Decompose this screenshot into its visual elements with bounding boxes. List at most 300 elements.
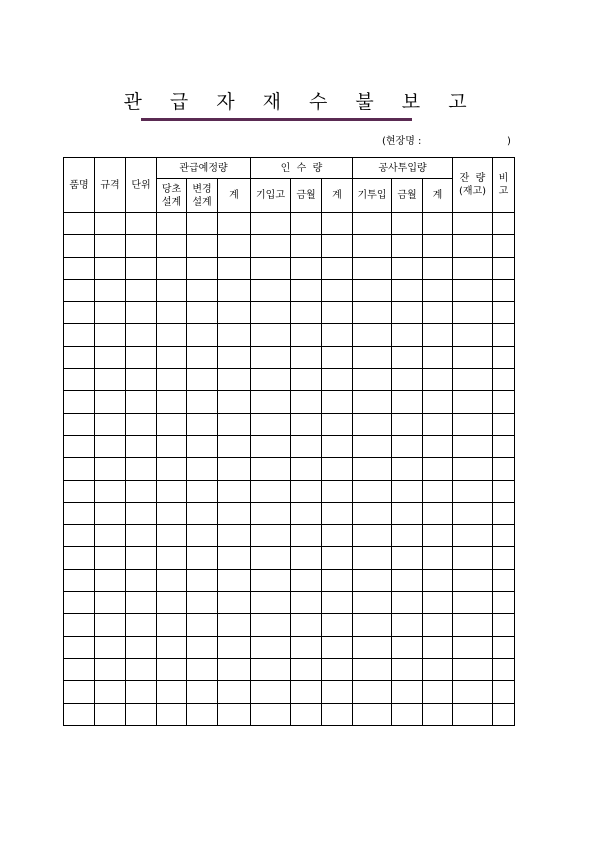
table-cell[interactable] [291,658,322,680]
table-cell[interactable] [353,658,392,680]
table-cell[interactable] [126,257,157,279]
table-cell[interactable] [493,525,515,547]
table-cell[interactable] [157,458,187,480]
table-cell[interactable] [126,279,157,301]
table-cell[interactable] [126,458,157,480]
table-cell[interactable] [157,213,187,235]
table-cell[interactable] [353,413,392,435]
table-cell[interactable] [353,391,392,413]
table-cell[interactable] [251,569,291,591]
table-cell[interactable] [453,480,493,502]
table-cell[interactable] [95,257,126,279]
table-cell[interactable] [291,279,322,301]
table-cell[interactable] [64,458,95,480]
table-cell[interactable] [251,435,291,457]
table-cell[interactable] [157,502,187,524]
table-cell[interactable] [126,525,157,547]
table-cell[interactable] [453,324,493,346]
table-cell[interactable] [493,636,515,658]
table-cell[interactable] [423,391,453,413]
table-cell[interactable] [453,346,493,368]
table-cell[interactable] [392,681,423,703]
table-cell[interactable] [453,302,493,324]
table-cell[interactable] [291,592,322,614]
table-cell[interactable] [126,502,157,524]
table-cell[interactable] [291,703,322,725]
table-cell[interactable] [392,391,423,413]
table-cell[interactable] [353,458,392,480]
table-cell[interactable] [392,413,423,435]
table-cell[interactable] [187,213,218,235]
table-cell[interactable] [493,547,515,569]
table-cell[interactable] [493,592,515,614]
table-cell[interactable] [453,458,493,480]
table-cell[interactable] [126,480,157,502]
table-cell[interactable] [353,681,392,703]
table-cell[interactable] [95,413,126,435]
table-cell[interactable] [95,391,126,413]
table-cell[interactable] [392,346,423,368]
table-cell[interactable] [453,502,493,524]
table-cell[interactable] [353,480,392,502]
table-cell[interactable] [218,324,251,346]
table-cell[interactable] [392,480,423,502]
table-cell[interactable] [126,658,157,680]
table-cell[interactable] [251,458,291,480]
table-cell[interactable] [423,480,453,502]
table-cell[interactable] [453,213,493,235]
table-cell[interactable] [64,235,95,257]
table-cell[interactable] [392,636,423,658]
table-cell[interactable] [64,480,95,502]
table-cell[interactable] [157,279,187,301]
table-cell[interactable] [64,614,95,636]
table-cell[interactable] [453,413,493,435]
table-cell[interactable] [187,391,218,413]
table-cell[interactable] [291,324,322,346]
table-cell[interactable] [251,547,291,569]
table-cell[interactable] [423,346,453,368]
table-cell[interactable] [453,703,493,725]
table-cell[interactable] [322,681,353,703]
table-cell[interactable] [95,547,126,569]
table-cell[interactable] [64,658,95,680]
table-cell[interactable] [322,346,353,368]
table-cell[interactable] [423,324,453,346]
table-cell[interactable] [493,346,515,368]
table-cell[interactable] [322,614,353,636]
table-cell[interactable] [453,614,493,636]
table-cell[interactable] [392,614,423,636]
table-cell[interactable] [291,235,322,257]
table-cell[interactable] [493,703,515,725]
table-cell[interactable] [423,547,453,569]
table-cell[interactable] [218,391,251,413]
table-cell[interactable] [493,391,515,413]
table-cell[interactable] [353,502,392,524]
table-cell[interactable] [64,569,95,591]
table-cell[interactable] [157,413,187,435]
table-cell[interactable] [493,257,515,279]
table-cell[interactable] [322,658,353,680]
table-cell[interactable] [126,592,157,614]
table-cell[interactable] [157,547,187,569]
table-cell[interactable] [322,592,353,614]
table-cell[interactable] [95,279,126,301]
table-cell[interactable] [251,324,291,346]
table-cell[interactable] [322,502,353,524]
table-cell[interactable] [64,302,95,324]
table-cell[interactable] [322,458,353,480]
table-cell[interactable] [187,257,218,279]
table-cell[interactable] [251,235,291,257]
table-cell[interactable] [353,257,392,279]
table-cell[interactable] [322,413,353,435]
table-cell[interactable] [64,525,95,547]
table-cell[interactable] [251,703,291,725]
table-cell[interactable] [126,547,157,569]
table-cell[interactable] [291,435,322,457]
table-cell[interactable] [157,346,187,368]
table-cell[interactable] [95,324,126,346]
table-cell[interactable] [453,369,493,391]
table-cell[interactable] [392,213,423,235]
table-cell[interactable] [423,681,453,703]
table-cell[interactable] [157,703,187,725]
table-cell[interactable] [187,235,218,257]
table-cell[interactable] [64,502,95,524]
table-cell[interactable] [95,502,126,524]
table-cell[interactable] [392,502,423,524]
table-cell[interactable] [218,569,251,591]
table-cell[interactable] [353,636,392,658]
table-cell[interactable] [392,257,423,279]
table-cell[interactable] [95,592,126,614]
table-cell[interactable] [291,257,322,279]
table-cell[interactable] [291,525,322,547]
table-cell[interactable] [353,592,392,614]
table-cell[interactable] [392,658,423,680]
table-cell[interactable] [218,614,251,636]
table-cell[interactable] [493,369,515,391]
table-cell[interactable] [423,658,453,680]
table-cell[interactable] [95,302,126,324]
table-cell[interactable] [95,235,126,257]
table-cell[interactable] [126,235,157,257]
table-cell[interactable] [218,369,251,391]
table-cell[interactable] [493,502,515,524]
table-cell[interactable] [126,636,157,658]
table-cell[interactable] [353,614,392,636]
table-cell[interactable] [157,681,187,703]
table-cell[interactable] [251,480,291,502]
table-cell[interactable] [423,592,453,614]
table-cell[interactable] [353,213,392,235]
table-cell[interactable] [423,569,453,591]
table-cell[interactable] [322,636,353,658]
table-cell[interactable] [423,279,453,301]
table-cell[interactable] [423,525,453,547]
table-cell[interactable] [392,547,423,569]
table-cell[interactable] [353,346,392,368]
table-cell[interactable] [126,391,157,413]
table-cell[interactable] [218,681,251,703]
table-cell[interactable] [251,592,291,614]
table-cell[interactable] [251,525,291,547]
table-cell[interactable] [453,257,493,279]
table-cell[interactable] [322,525,353,547]
table-cell[interactable] [157,569,187,591]
table-cell[interactable] [218,636,251,658]
table-cell[interactable] [187,703,218,725]
table-cell[interactable] [353,435,392,457]
table-cell[interactable] [291,547,322,569]
table-cell[interactable] [423,435,453,457]
table-cell[interactable] [157,302,187,324]
table-cell[interactable] [251,369,291,391]
table-cell[interactable] [187,592,218,614]
table-cell[interactable] [251,302,291,324]
table-cell[interactable] [218,279,251,301]
table-cell[interactable] [218,257,251,279]
table-cell[interactable] [322,324,353,346]
table-cell[interactable] [218,703,251,725]
table-cell[interactable] [157,480,187,502]
table-cell[interactable] [322,235,353,257]
table-cell[interactable] [157,435,187,457]
table-cell[interactable] [453,592,493,614]
table-cell[interactable] [291,502,322,524]
table-cell[interactable] [126,569,157,591]
table-cell[interactable] [126,213,157,235]
table-cell[interactable] [392,592,423,614]
table-cell[interactable] [493,569,515,591]
table-cell[interactable] [353,569,392,591]
table-cell[interactable] [187,480,218,502]
table-cell[interactable] [218,302,251,324]
table-cell[interactable] [218,235,251,257]
table-cell[interactable] [187,547,218,569]
table-cell[interactable] [423,413,453,435]
table-cell[interactable] [95,480,126,502]
table-cell[interactable] [291,480,322,502]
table-cell[interactable] [353,369,392,391]
table-cell[interactable] [64,213,95,235]
table-cell[interactable] [64,681,95,703]
table-cell[interactable] [392,703,423,725]
table-cell[interactable] [493,435,515,457]
table-cell[interactable] [392,302,423,324]
table-cell[interactable] [187,324,218,346]
table-cell[interactable] [322,257,353,279]
table-cell[interactable] [453,525,493,547]
table-cell[interactable] [218,592,251,614]
table-cell[interactable] [322,213,353,235]
table-cell[interactable] [157,636,187,658]
table-cell[interactable] [187,279,218,301]
table-cell[interactable] [251,502,291,524]
table-cell[interactable] [392,435,423,457]
table-cell[interactable] [423,369,453,391]
table-cell[interactable] [423,235,453,257]
table-cell[interactable] [126,614,157,636]
table-cell[interactable] [423,213,453,235]
table-cell[interactable] [187,502,218,524]
table-cell[interactable] [251,346,291,368]
table-cell[interactable] [291,213,322,235]
table-cell[interactable] [353,324,392,346]
table-cell[interactable] [64,435,95,457]
table-cell[interactable] [353,547,392,569]
table-cell[interactable] [126,435,157,457]
table-cell[interactable] [392,569,423,591]
table-cell[interactable] [423,302,453,324]
table-cell[interactable] [126,302,157,324]
table-cell[interactable] [64,324,95,346]
table-cell[interactable] [291,302,322,324]
table-cell[interactable] [423,614,453,636]
table-cell[interactable] [423,703,453,725]
table-cell[interactable] [322,547,353,569]
table-cell[interactable] [453,547,493,569]
table-cell[interactable] [95,369,126,391]
table-cell[interactable] [187,302,218,324]
table-cell[interactable] [187,658,218,680]
table-cell[interactable] [251,391,291,413]
table-cell[interactable] [453,681,493,703]
table-cell[interactable] [322,279,353,301]
table-cell[interactable] [392,235,423,257]
table-cell[interactable] [291,346,322,368]
table-cell[interactable] [218,658,251,680]
table-cell[interactable] [95,346,126,368]
table-cell[interactable] [95,569,126,591]
table-cell[interactable] [157,257,187,279]
table-cell[interactable] [126,703,157,725]
table-cell[interactable] [322,302,353,324]
table-cell[interactable] [64,369,95,391]
table-cell[interactable] [493,458,515,480]
table-cell[interactable] [64,346,95,368]
table-cell[interactable] [423,257,453,279]
table-cell[interactable] [322,703,353,725]
table-cell[interactable] [251,213,291,235]
table-cell[interactable] [187,525,218,547]
table-cell[interactable] [187,458,218,480]
table-cell[interactable] [291,458,322,480]
table-cell[interactable] [64,279,95,301]
table-cell[interactable] [322,369,353,391]
table-cell[interactable] [218,435,251,457]
table-cell[interactable] [493,413,515,435]
table-cell[interactable] [64,547,95,569]
table-cell[interactable] [392,324,423,346]
table-cell[interactable] [493,480,515,502]
table-cell[interactable] [157,614,187,636]
table-cell[interactable] [218,525,251,547]
table-cell[interactable] [157,658,187,680]
table-cell[interactable] [64,636,95,658]
table-cell[interactable] [251,681,291,703]
table-cell[interactable] [126,681,157,703]
table-cell[interactable] [322,569,353,591]
table-cell[interactable] [251,658,291,680]
table-cell[interactable] [64,413,95,435]
table-cell[interactable] [251,279,291,301]
table-cell[interactable] [453,279,493,301]
table-cell[interactable] [493,614,515,636]
table-cell[interactable] [157,235,187,257]
table-cell[interactable] [392,279,423,301]
table-cell[interactable] [353,525,392,547]
table-cell[interactable] [218,547,251,569]
table-cell[interactable] [95,681,126,703]
table-cell[interactable] [64,703,95,725]
table-cell[interactable] [95,213,126,235]
table-cell[interactable] [493,681,515,703]
table-cell[interactable] [187,636,218,658]
table-cell[interactable] [493,235,515,257]
table-cell[interactable] [392,525,423,547]
table-cell[interactable] [423,636,453,658]
table-cell[interactable] [493,302,515,324]
table-cell[interactable] [291,681,322,703]
table-cell[interactable] [493,213,515,235]
table-cell[interactable] [95,458,126,480]
table-cell[interactable] [157,391,187,413]
table-cell[interactable] [453,235,493,257]
table-cell[interactable] [453,636,493,658]
table-cell[interactable] [95,614,126,636]
table-cell[interactable] [95,435,126,457]
table-cell[interactable] [453,391,493,413]
table-cell[interactable] [126,324,157,346]
table-cell[interactable] [291,614,322,636]
table-cell[interactable] [187,435,218,457]
table-cell[interactable] [353,279,392,301]
table-cell[interactable] [95,636,126,658]
table-cell[interactable] [392,369,423,391]
table-cell[interactable] [187,681,218,703]
table-cell[interactable] [453,435,493,457]
table-cell[interactable] [218,346,251,368]
table-cell[interactable] [187,614,218,636]
table-cell[interactable] [218,213,251,235]
table-cell[interactable] [423,502,453,524]
table-cell[interactable] [95,703,126,725]
table-cell[interactable] [218,502,251,524]
table-cell[interactable] [353,302,392,324]
table-cell[interactable] [126,346,157,368]
table-cell[interactable] [157,369,187,391]
table-cell[interactable] [322,480,353,502]
table-cell[interactable] [251,636,291,658]
table-cell[interactable] [157,592,187,614]
table-cell[interactable] [251,413,291,435]
table-cell[interactable] [126,413,157,435]
table-cell[interactable] [251,614,291,636]
table-cell[interactable] [95,658,126,680]
table-cell[interactable] [64,592,95,614]
table-cell[interactable] [493,324,515,346]
table-cell[interactable] [218,413,251,435]
table-cell[interactable] [353,235,392,257]
table-cell[interactable] [126,369,157,391]
table-cell[interactable] [218,458,251,480]
table-cell[interactable] [291,391,322,413]
table-cell[interactable] [157,324,187,346]
table-cell[interactable] [187,369,218,391]
